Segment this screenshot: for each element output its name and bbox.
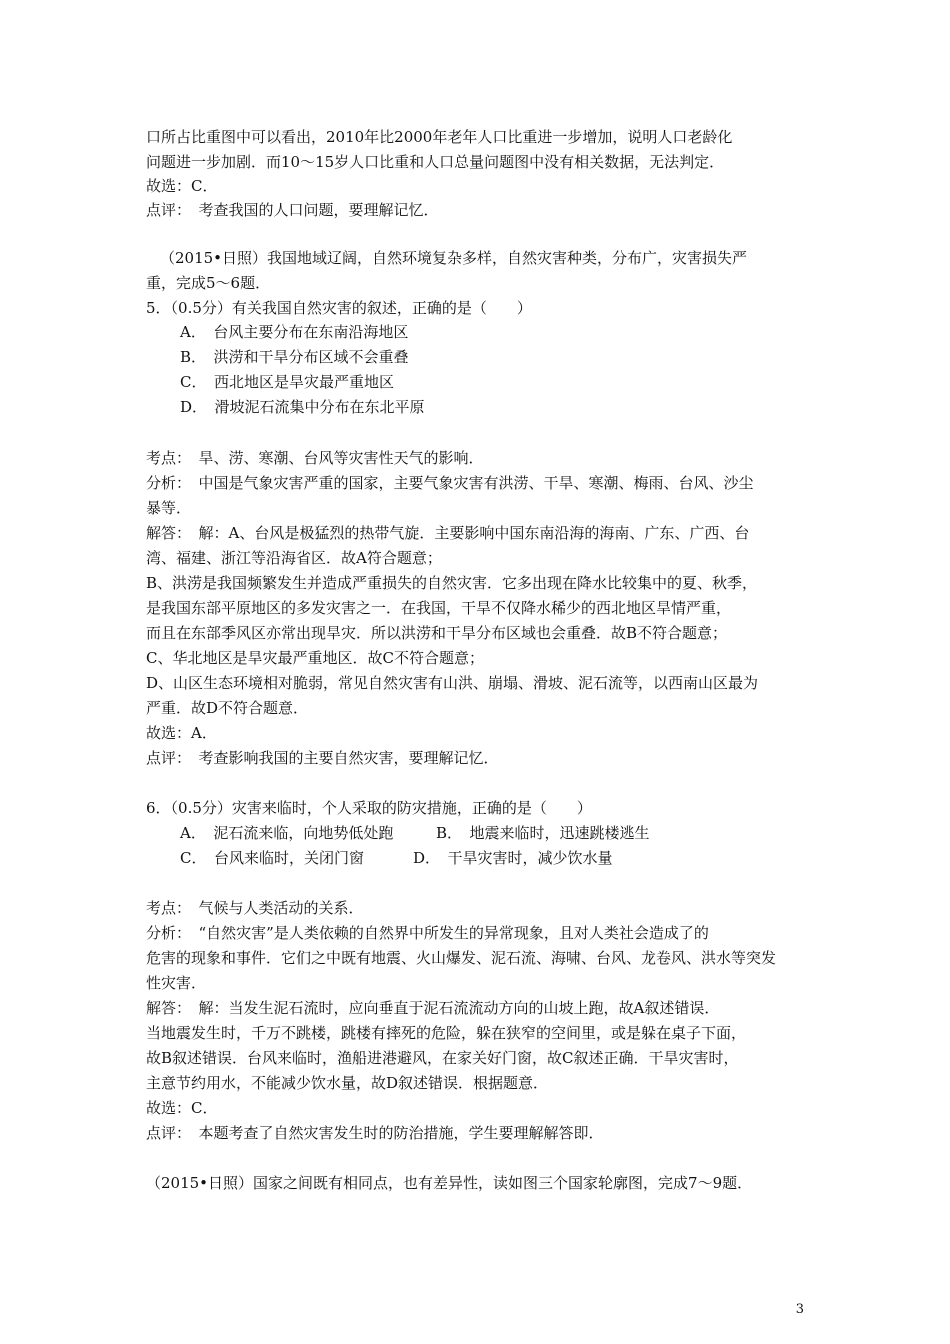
text-line: 而且在东部季风区亦常出现旱灾．所以洪涝和干旱分布区域也会重叠．故B不符合题意；: [146, 624, 728, 642]
text-line: 故B叙述错误．台风来临时，渔船进港避风，在家关好门窗，故C叙述正确．干旱灾害时，: [146, 1049, 739, 1067]
text-line: （2015•日照）我国地域辽阔，自然环境复杂多样，自然灾害种类，分布广，灾害损失严: [160, 249, 748, 267]
text-line: 分析： “自然灾害”是人类依赖的自然界中所发生的异常现象，且对人类社会造成了的: [146, 924, 709, 942]
question-5-option-c: C． 西北地区是旱灾最严重地区: [180, 373, 394, 391]
text-line: 解答： 解：A、台风是极猛烈的热带气旋．主要影响中国东南沿海的海南、广东、广西、台: [146, 524, 750, 542]
text-line: 湾、福建、浙江等沿海省区．故A符合题意；: [146, 549, 442, 567]
text-line: 当地震发生时，千万不跳楼，跳楼有摔死的危险，躲在狭窄的空间里，或是躲在桌子下面，: [146, 1024, 747, 1042]
text-line: 主意节约用水，不能减少饮水量，故D叙述错误．根据题意．: [146, 1074, 549, 1092]
question-6-option-a: A． 泥石流来临，向地势低处跑: [180, 824, 394, 842]
page-number: 3: [795, 1302, 804, 1317]
text-line: （2015•日照）国家之间既有相同点，也有差异性，读如图三个国家轮廓图，完成7～9题．: [146, 1174, 753, 1192]
text-line: D、山区生态环境相对脆弱，常见自然灾害有山洪、崩塌、滑坡、泥石流等，以西南山区最为: [146, 674, 759, 692]
text-line: 故选：A．: [146, 724, 217, 742]
text-line: 暴等．: [146, 499, 192, 517]
question-6-option-b: B． 地震来临时，迅速跳楼逃生: [436, 824, 650, 842]
text-line: B、洪涝是我国频繁发生并造成严重损失的自然灾害．它多出现在降水比较集中的夏、秋季，: [146, 574, 758, 592]
text-line: 危害的现象和事件．它们之中既有地震、火山爆发、泥石流、海啸、台风、龙卷风、洪水等突发: [146, 949, 777, 967]
text-line: 问题进一步加剧．而10～15岁人口比重和人口总量问题图中没有相关数据，无法判定．: [146, 153, 725, 171]
text-line: 严重．故D不符合题意．: [146, 699, 309, 717]
text-line: 分析： 中国是气象灾害严重的国家，主要气象灾害有洪涝、干旱、寒潮、梅雨、台风、沙尘: [146, 474, 754, 492]
question-6-option-d: D． 干旱灾害时，减少饮水量: [413, 849, 613, 867]
text-line: 点评： 本题考查了自然灾害发生时的防治措施，学生要理解解答即．: [146, 1124, 604, 1142]
text-line: 性灾害．: [146, 974, 207, 992]
question-5-option-a: A． 台风主要分布在东南沿海地区: [180, 323, 409, 341]
question-5-option-d: D． 滑坡泥石流集中分布在东北平原: [180, 398, 425, 416]
text-line: 重，完成5～6题．: [146, 274, 271, 292]
question-6-option-c: C． 台风来临时，关闭门窗: [180, 849, 364, 867]
question-5-stem: 5．（0.5分）有关我国自然灾害的叙述，正确的是（ ）: [146, 299, 532, 317]
question-6-stem: 6．（0.5分）灾害来临时，个人采取的防灾措施，正确的是（ ）: [146, 799, 592, 817]
question-5-option-b: B． 洪涝和干旱分布区域不会重叠: [180, 348, 409, 366]
text-line: 解答： 解：当发生泥石流时，应向垂直于泥石流流动方向的山坡上跑，故A叙述错误．: [146, 999, 720, 1017]
text-line: 故选：C．: [146, 177, 218, 195]
text-line: 点评： 考查影响我国的主要自然灾害，要理解记忆．: [146, 749, 499, 767]
text-line: 考点： 气候与人类活动的关系．: [146, 899, 364, 917]
text-line: 故选：C．: [146, 1099, 218, 1117]
text-line: 口所占比重图中可以看出，2010年比2000年老年人口比重进一步增加，说明人口老龄化: [146, 128, 733, 146]
text-line: 是我国东部平原地区的多发灾害之一．在我国，干旱不仅降水稀少的西北地区旱情严重，: [146, 599, 732, 617]
text-line: C、华北地区是旱灾最严重地区．故C不符合题意；: [146, 649, 484, 667]
text-line: 考点： 旱、涝、寒潮、台风等灾害性天气的影响．: [146, 449, 484, 467]
text-line: 点评： 考查我国的人口问题，要理解记忆．: [146, 201, 439, 219]
